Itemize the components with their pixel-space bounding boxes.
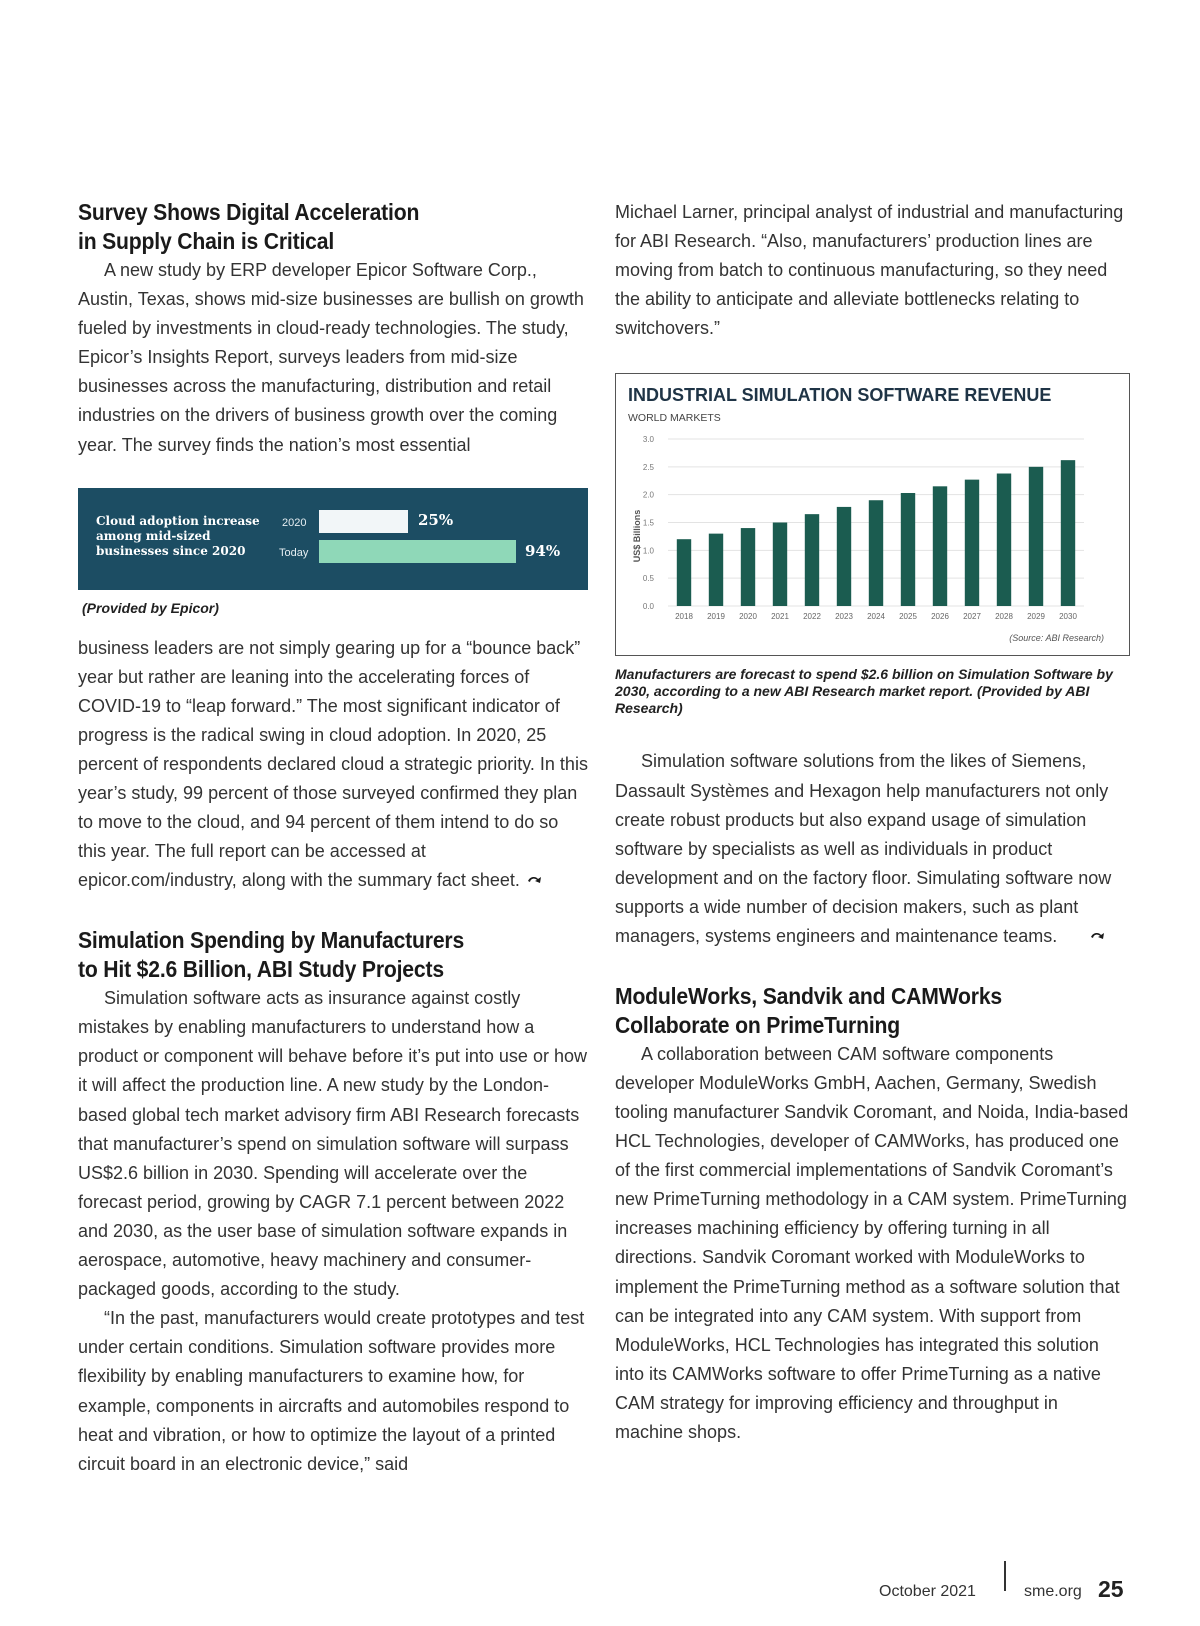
banner-bar-2020 bbox=[319, 510, 408, 533]
right-column bbox=[615, 198, 1130, 1447]
chart-x-tick-label: 2026 bbox=[931, 612, 949, 622]
chart-x-tick-label: 2018 bbox=[675, 612, 693, 622]
article-paragraph: “In the past, manufacturers would create prototypes and test under certain conditions. Simulation software provides more flexibility by enabling manufacturers to examine how, for example, components in aircrafts and automobiles respond to heat and vibration, or how to optimize the layout of a printed circuit board in an electronic device,” said bbox=[78, 1308, 585, 1474]
chart-x-tick-label: 2021 bbox=[771, 612, 789, 622]
chart-x-tick-label: 2025 bbox=[899, 612, 917, 622]
article-paragraph: A new study by ERP developer Epicor Software Corp., Austin, Texas, shows mid-size businesses are bullish on growth fueled by investments in cloud-ready technologies. The study, Epicor’s Insights Report, surveys leaders from mid-size businesses across the manufacturing, distribution and retail industries on the drivers of business growth over the coming year. The survey finds the nation’s most essential bbox=[78, 260, 584, 455]
chart-x-tick-label: 2029 bbox=[1027, 612, 1045, 622]
chart-x-tick-label: 2027 bbox=[963, 612, 981, 622]
chart-y-tick-label: 2.5 bbox=[642, 463, 654, 473]
chart-y-tick-label: 1.0 bbox=[642, 546, 654, 556]
simulation-revenue-chart bbox=[615, 373, 1130, 656]
article-title-digital-acceleration: Survey Shows Digital Acceleration in Supply Chain is Critical bbox=[78, 199, 420, 254]
footer-site: sme.org bbox=[1024, 1583, 1082, 1600]
chart-bar-2021 bbox=[773, 523, 787, 607]
banner-value-today: 94% bbox=[525, 541, 561, 560]
chart-caption: Manufacturers are forecast to spend $2.6 billion on Simulation Software by 2030, according to a new ABI Research market report. (Provided by ABI Research) bbox=[615, 666, 1113, 717]
chart-bar-2025 bbox=[901, 493, 915, 606]
footer-date: October 2021 bbox=[879, 1583, 976, 1600]
chart-y-tick-label: 3.0 bbox=[642, 435, 654, 445]
chart-x-tick-label: 2030 bbox=[1059, 612, 1077, 622]
article-paragraph: A collaboration between CAM software components developer ModuleWorks GmbH, Aachen, Germany, Swedish tooling manufacturer Sandvik Coromant, and Noida, India-based HCL Technologies, developer of CAMWorks, has produced one of the first commercial implementations of Sandvik Coromant’s new PrimeTurning methodology in a CAM system. PrimeTurning increases machining efficiency by offering turning in all directions. Sandvik Coromant worked with ModuleWorks to implement the PrimeTurning method as a software solution that can be integrated into any CAM system. With support from ModuleWorks, HCL Technologies has integrated this solution into its CAMWorks software to offer PrimeTurning as a native CAM strategy for improving efficiency and throughput in machine shops. bbox=[615, 1043, 1129, 1443]
chart-bar-2026 bbox=[933, 487, 947, 607]
chart-x-tick-label: 2024 bbox=[867, 612, 885, 622]
chart-bar-2019 bbox=[709, 534, 723, 606]
chart-bar-2020 bbox=[741, 529, 755, 607]
chart-bar-2022 bbox=[805, 515, 819, 607]
chart-svg bbox=[616, 374, 1128, 655]
chart-bar-2029 bbox=[1029, 467, 1043, 606]
article-title-moduleworks: ModuleWorks, Sandvik and CAMWorks Collaborate on PrimeTurning bbox=[615, 982, 1003, 1038]
chart-bar-2027 bbox=[965, 480, 979, 606]
banner-caption: (Provided by Epicor) bbox=[82, 599, 219, 616]
article-paragraph: Michael Larner, principal analyst of industrial and manufacturing for ABI Research. “Also, manufacturers’ production lines are moving from batch to continuous manufacturing, so they need the ability to anticipate and alleviate bottlenecks relating to switchovers.” bbox=[615, 202, 1124, 339]
left-column bbox=[78, 198, 588, 1479]
banner-row-label-today: Today bbox=[279, 546, 309, 559]
banner-value-2020: 25% bbox=[418, 510, 454, 529]
chart-subtitle: WORLD MARKETS bbox=[628, 412, 721, 425]
chart-y-axis-label: US$ Billions bbox=[632, 510, 642, 563]
chart-x-tick-label: 2028 bbox=[995, 612, 1013, 622]
chart-y-tick-label: 1.5 bbox=[642, 518, 654, 528]
banner-label: Cloud adoption increase among mid-sized businesses since 2020 bbox=[96, 513, 260, 558]
article-title-simulation-spending: Simulation Spending by Manufacturers to Hit $2.6 Billion, ABI Study Projects bbox=[78, 927, 465, 983]
chart-bar-2028 bbox=[997, 474, 1011, 606]
chart-bar-2023 bbox=[837, 507, 851, 606]
chart-x-tick-label: 2019 bbox=[707, 612, 725, 622]
article-paragraph: Simulation software acts as insurance against costly mistakes by enabling manufacturers to understand how a product or component will behave before it’s put into use or how it will affect the production line. A new study by the London-based global tech market advisory firm ABI Research forecasts that manufacturer’s spend on simulation software will surpass US$2.6 billion in 2030. Spending will accelerate over the forecast period, growing by CAGR 7.1 percent between 2022 and 2030, as the user base of simulation software expands in aerospace, automotive, heavy machinery and consumer-packaged goods, according to the study. bbox=[78, 988, 587, 1300]
chart-x-tick-label: 2023 bbox=[835, 612, 853, 622]
chart-bar-2018 bbox=[677, 540, 691, 607]
cloud-adoption-banner bbox=[78, 488, 588, 590]
chart-bar-2024 bbox=[869, 501, 883, 607]
chart-y-tick-label: 0.5 bbox=[642, 574, 654, 584]
chart-bar-2030 bbox=[1061, 461, 1075, 607]
chart-source: (Source: ABI Research) bbox=[1009, 633, 1104, 644]
chart-x-tick-label: 2020 bbox=[739, 612, 757, 622]
article-paragraph: business leaders are not simply gearing up for a “bounce back” year but rather are leaning into the accelerating forces of COVID-19 to “leap forward.” The most significant indicator of progress is the radical swing in cloud adoption. In 2020, 25 percent of respondents declared cloud a strategic priority. In this year’s study, 99 percent of those surveyed confirmed they plan to move to the cloud, and 94 percent of them intend to do so this year. The full report can be accessed at epicor.com/industry, along with the summary fact sheet. bbox=[78, 634, 588, 897]
chart-title: INDUSTRIAL SIMULATION SOFTWARE REVENUE bbox=[628, 385, 1052, 406]
end-of-article-icon bbox=[526, 867, 544, 896]
banner-row-label-2020: 2020 bbox=[282, 516, 307, 529]
chart-y-tick-label: 2.0 bbox=[642, 491, 654, 501]
chart-x-tick-label: 2022 bbox=[803, 612, 821, 622]
end-of-article-icon bbox=[1063, 923, 1107, 952]
chart-y-tick-label: 0.0 bbox=[642, 602, 654, 612]
article-paragraph: Simulation software solutions from the likes of Siemens, Dassault Systèmes and Hexagon help manufacturers not only create robust products but also expand usage of simulation software by specialists as well as individuals in product development and on the factory floor. Simulating software now supports a wide number of decision makers, such as plant managers, systems engineers and maintenance teams. bbox=[615, 747, 1130, 951]
footer-divider bbox=[1004, 1561, 1006, 1591]
banner-bar-today bbox=[319, 540, 516, 563]
page-number: 25 bbox=[1098, 1576, 1124, 1602]
